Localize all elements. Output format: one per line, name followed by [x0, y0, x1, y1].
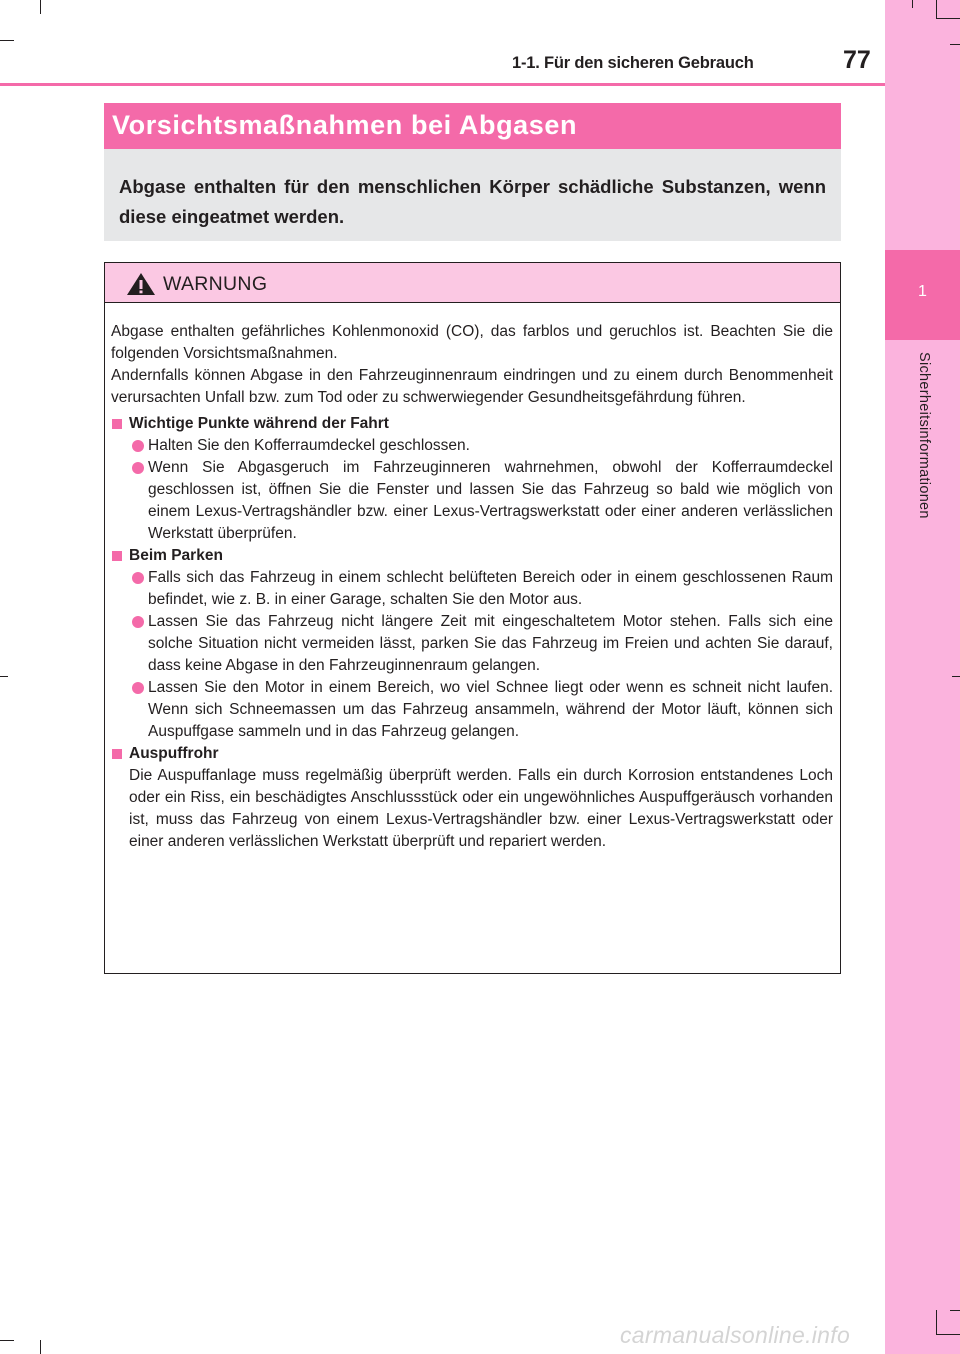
warning-paragraph: Die Auspuffanlage muss regelmäßig überprüft werden. Falls ein durch Korrosion entstandenes Loch oder ein Riss, ein beschädigtes Anschlussstück oder ein ungewöhnliches Auspuffgeräusch vorhanden ist, muss das Fahrzeug von einem Lexus-Vertragshändler bzw. einer Lexus-Vertragswerkstatt oder einer anderen verlässlichen Werkstatt überprüft und repariert werden. [129, 767, 833, 850]
warning-subheading [111, 545, 833, 567]
list-item [111, 457, 833, 545]
warning-triangle-icon [126, 272, 156, 301]
warning-subheading [111, 743, 833, 765]
circle-bullet-icon [132, 572, 144, 584]
warning-subheading [111, 413, 833, 435]
section-title: Vorsichtsmaßnahmen bei Abgasen [112, 110, 578, 140]
list-item [111, 677, 833, 743]
warning-body [111, 321, 833, 853]
list-item [111, 567, 833, 611]
header-rule [0, 83, 885, 86]
subheading-label: Auspuffrohr [129, 745, 219, 762]
intro-text: Abgase enthalten für den menschlichen Körper schädliche Substanzen, wenn diese eingeatmet werden. [119, 176, 826, 227]
chapter-side-tab [885, 0, 960, 1354]
circle-bullet-icon [132, 440, 144, 452]
warning-box [104, 262, 841, 974]
warning-intro-paragraph: Andernfalls können Abgase in den Fahrzeuginnenraum eindringen und zu einem durch Benommenheit verursachten Unfall bzw. zum Tod oder zu schwerwiegender Gesundheitsgefährdung führen. [111, 367, 833, 406]
list-item-text: Lassen Sie das Fahrzeug nicht längere Zeit mit eingeschaltetem Motor stehen. Falls sich eine solche Situation nicht vermeiden lässt, parken Sie das Fahrzeug im Freien und achten Sie darauf, dass keine Abgase in den Fahrzeuginnenraum gelangen. [148, 613, 833, 674]
subheading-label: Wichtige Punkte während der Fahrt [129, 415, 389, 432]
list-item-text: Wenn Sie Abgasgeruch im Fahrzeuginneren wahrnehmen, obwohl der Kofferraumdeckel geschlossen ist, öffnen Sie die Fenster und lassen Sie das Fahrzeug so bald wie möglich von einem Lexus-Vertragshändler bzw. einer Lexus-Vertragswerkstatt oder einer anderen verlässlichen Werkstatt überprüfen. [148, 459, 833, 542]
circle-bullet-icon [132, 462, 144, 474]
square-bullet-icon [112, 749, 122, 759]
crop-mark [950, 44, 960, 45]
crop-mark [912, 0, 913, 8]
crop-mark [936, 1334, 960, 1335]
crop-mark [40, 0, 41, 14]
page-number: 77 [843, 46, 871, 74]
running-header: 1-1. Für den sicheren Gebrauch [512, 54, 754, 72]
crop-mark [0, 676, 8, 677]
square-bullet-icon [112, 551, 122, 561]
crop-mark [950, 1310, 960, 1311]
crop-mark [936, 0, 937, 18]
circle-bullet-icon [132, 616, 144, 628]
chapter-number: 1 [918, 283, 927, 300]
crop-mark [952, 676, 960, 677]
warning-title: WARNUNG [163, 273, 268, 295]
crop-mark [40, 1340, 41, 1354]
list-item [111, 435, 833, 457]
crop-mark [936, 18, 960, 19]
list-item-text: Lassen Sie den Motor in einem Bereich, wo viel Schnee liegt oder wenn es schneit nicht laufen. Wenn sich Schneemassen um das Fahrzeug ansammeln, während der Motor läuft, können sich Auspuffgase sammeln und in das Fahrzeug gelangen. [148, 679, 833, 740]
chapter-title: Sicherheitsinformationen [916, 352, 932, 519]
subheading-label: Beim Parken [129, 547, 223, 564]
watermark: carmanualsonline.info [620, 1322, 851, 1348]
list-item [111, 611, 833, 677]
list-item-text: Falls sich das Fahrzeug in einem schlecht belüfteten Bereich oder in einem geschlossenen Raum befindet, wie z. B. in einer Garage, schalten Sie den Motor aus. [148, 569, 833, 608]
square-bullet-icon [112, 419, 122, 429]
warning-header [105, 263, 840, 303]
warning-intro-paragraph: Abgase enthalten gefährliches Kohlenmonoxid (CO), das farblos und geruchlos ist. Beachten Sie die folgenden Vorsichtsmaßnahmen. [111, 323, 833, 362]
circle-bullet-icon [132, 682, 144, 694]
crop-mark [0, 40, 14, 41]
crop-mark [936, 1310, 937, 1334]
list-item-text: Halten Sie den Kofferraumdeckel geschlossen. [148, 437, 470, 454]
crop-mark [0, 1340, 14, 1341]
